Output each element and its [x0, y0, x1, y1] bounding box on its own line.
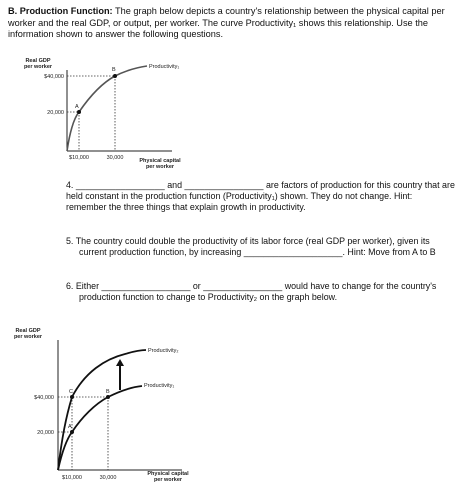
q5-line2-end: . Hint: Move from A to B: [342, 246, 436, 257]
graph2-ytick-40000: $40,000: [34, 395, 54, 401]
q6-blank-2[interactable]: ________________: [203, 281, 283, 291]
intro-paragraph: [8, 6, 466, 41]
q4-line3: remember the three things that explain growth in productivity.: [66, 201, 306, 212]
graph1-ylabel-line1: Real GDP: [25, 58, 51, 64]
graph2-ylabel-line2: per worker: [13, 334, 43, 340]
q4-number: 4.: [66, 180, 74, 190]
graph1-xlabel-line1: Physical capital: [139, 158, 181, 164]
graph1-xtick-30000: 30,000: [106, 155, 124, 161]
graph2-curve2-label: Productivity₂: [148, 348, 179, 354]
q4-line2: held constant in the production function (Productivity₁) shown. They do not change. Hint:: [66, 190, 413, 201]
graph1-xtick-10000: $10,000: [69, 155, 89, 161]
graph2-xlabel-line1: Physical capital: [147, 471, 189, 477]
graph1-ylabel-line2: per worker: [23, 64, 53, 70]
intro-heading: B. Production Function:: [8, 6, 113, 16]
q5-blank[interactable]: ____________________: [243, 246, 343, 257]
graph1-curve-label: Productivity₁: [149, 64, 180, 70]
graph2-shift-arrow-head: [116, 359, 124, 366]
q6-number: 6. Either: [66, 281, 100, 291]
q5-line2-start: current production function, by increasing: [79, 246, 242, 257]
production-function-graph-1: [22, 56, 192, 176]
production-function-graph-2: [10, 322, 220, 492]
question-5: [66, 236, 466, 258]
graph2-point-a: [70, 430, 74, 434]
q4-and: and: [167, 180, 183, 190]
graph2-curve1-label: Productivity₁: [144, 383, 175, 389]
q4-blank-1[interactable]: __________________: [75, 180, 165, 190]
graph1-productivity1-curve: [67, 66, 147, 151]
graph2-xlabel-line2: per worker: [153, 477, 183, 483]
q6-line2: production function to change to Productivity₂ on the graph below.: [79, 291, 338, 302]
question-6: [66, 281, 466, 303]
intro-text: The graph below depicts a country's relationship between the physical capital per worker and the real GDP, or output, per worker. The curve Productivity₁ shows this relationship. Use the information shown to answer the following questions.: [8, 6, 445, 39]
graph2-point-b-label: B: [106, 389, 110, 395]
q6-text-after: would have to change for the country's: [284, 281, 437, 291]
q4-blank-2[interactable]: ________________: [184, 180, 264, 190]
graph2-point-a-label: A: [68, 424, 72, 430]
graph1-ytick-20000: 20,000: [47, 110, 64, 116]
graph2-ylabel-line1: Real GDP: [15, 328, 41, 334]
graph2-productivity2-curve: [58, 350, 146, 470]
graph1-xlabel-line2: per worker: [145, 164, 175, 170]
q5-line1: 5. The country could double the productivity of its labor force (real GDP per worker), given its: [66, 236, 430, 246]
graph1-point-b: [113, 74, 117, 78]
graph1-point-a-label: A: [75, 104, 79, 110]
q6-blank-1[interactable]: __________________: [101, 281, 191, 291]
graph1-point-a: [77, 110, 81, 114]
graph2-xtick-10000: $10,000: [62, 475, 82, 481]
q6-or: or: [192, 281, 201, 291]
q4-text-after: are factors of production for this country that are: [265, 180, 455, 190]
graph2-xtick-30000: 30,000: [99, 475, 117, 481]
graph2-point-b: [106, 395, 110, 399]
graph2-ytick-20000: 20,000: [37, 430, 54, 436]
graph1-point-b-label: B: [112, 67, 116, 73]
graph2-point-c-label: C: [69, 389, 73, 395]
question-4: [66, 180, 466, 212]
graph2-point-c: [70, 395, 74, 399]
graph1-ytick-40000: $40,000: [44, 74, 64, 80]
